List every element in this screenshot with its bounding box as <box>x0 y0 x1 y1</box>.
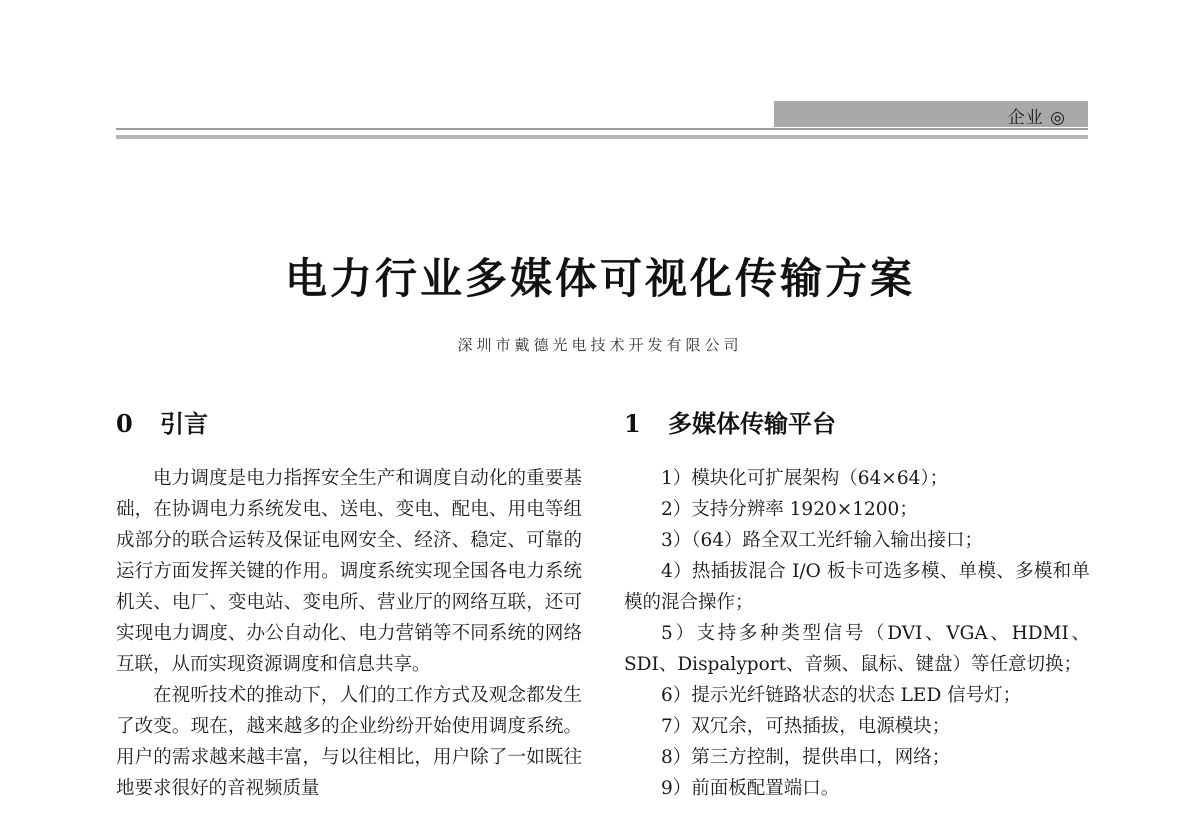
feature-list <box>624 463 1090 804</box>
feature-list-item: 7）双冗余，可热插拔，电源模块； <box>661 716 951 737</box>
feature-list-item: 2）支持分辨率 1920×1200； <box>661 499 918 520</box>
running-header-tab <box>774 101 1088 127</box>
author-affiliation: 深圳市戴德光电技术开发有限公司 <box>457 336 743 354</box>
header-rule-thin <box>116 128 1088 130</box>
feature-list-item: 8）第三方控制，提供串口，网络； <box>661 747 951 768</box>
section-number: 0 <box>116 409 133 438</box>
section-title: 多媒体传输平台 <box>668 409 836 438</box>
left-column <box>116 406 582 804</box>
body-paragraph: 在视听技术的推动下，人们的工作方式及观念都发生了改变。现在，越来越多的企业纷纷开始使用调度系统。用户的需求越来越丰富，与以往相比，用户除了一如既往地要求很好的音视频质量 <box>116 685 582 799</box>
article-title: 电力行业多媒体可视化传输方案 <box>284 254 915 303</box>
feature-list-item: 9）前面板配置端口。 <box>661 778 840 799</box>
feature-list-item: 6）提示光纤链路状态的状态 LED 信号灯； <box>661 685 1022 706</box>
body-paragraph: 电力调度是电力指挥安全生产和调度自动化的重要基础，在协调电力系统发电、送电、变电、配电、用电等组成部分的联合运转及保证电网安全、经济、稳定、可靠的运行方面发挥关键的作用。调度系统实现全国各电力系统机关、电厂、变电站、变电所、营业厅的网络互联，还可实现电力调度、办公自动化、电力营销等不同系统的网络互联，从而实现资源调度和信息共享。 <box>116 468 582 675</box>
feature-list-item: 5）支持多种类型信号（DVI、VGA、HDMI、SDI、Dispalyport、音频、鼠标、键盘）等任意切换； <box>624 623 1090 675</box>
feature-list-item: 1）模块化可扩展架构（64×64）； <box>661 468 949 489</box>
feature-list-item: 4）热插拔混合 I/O 板卡可选多模、单模、多模和单模的混合操作； <box>624 561 1090 613</box>
section-heading-platform <box>624 406 1090 442</box>
right-column <box>624 406 1090 804</box>
section-title: 引言 <box>160 409 208 438</box>
header-rule-thick <box>116 135 1088 139</box>
journal-section-label: 企业 ◎ <box>1007 108 1066 128</box>
feature-list-item: 3）（64）路全双工光纤输入输出接口； <box>661 530 984 551</box>
section-number: 1 <box>624 409 641 438</box>
section-heading-introduction <box>116 406 582 442</box>
